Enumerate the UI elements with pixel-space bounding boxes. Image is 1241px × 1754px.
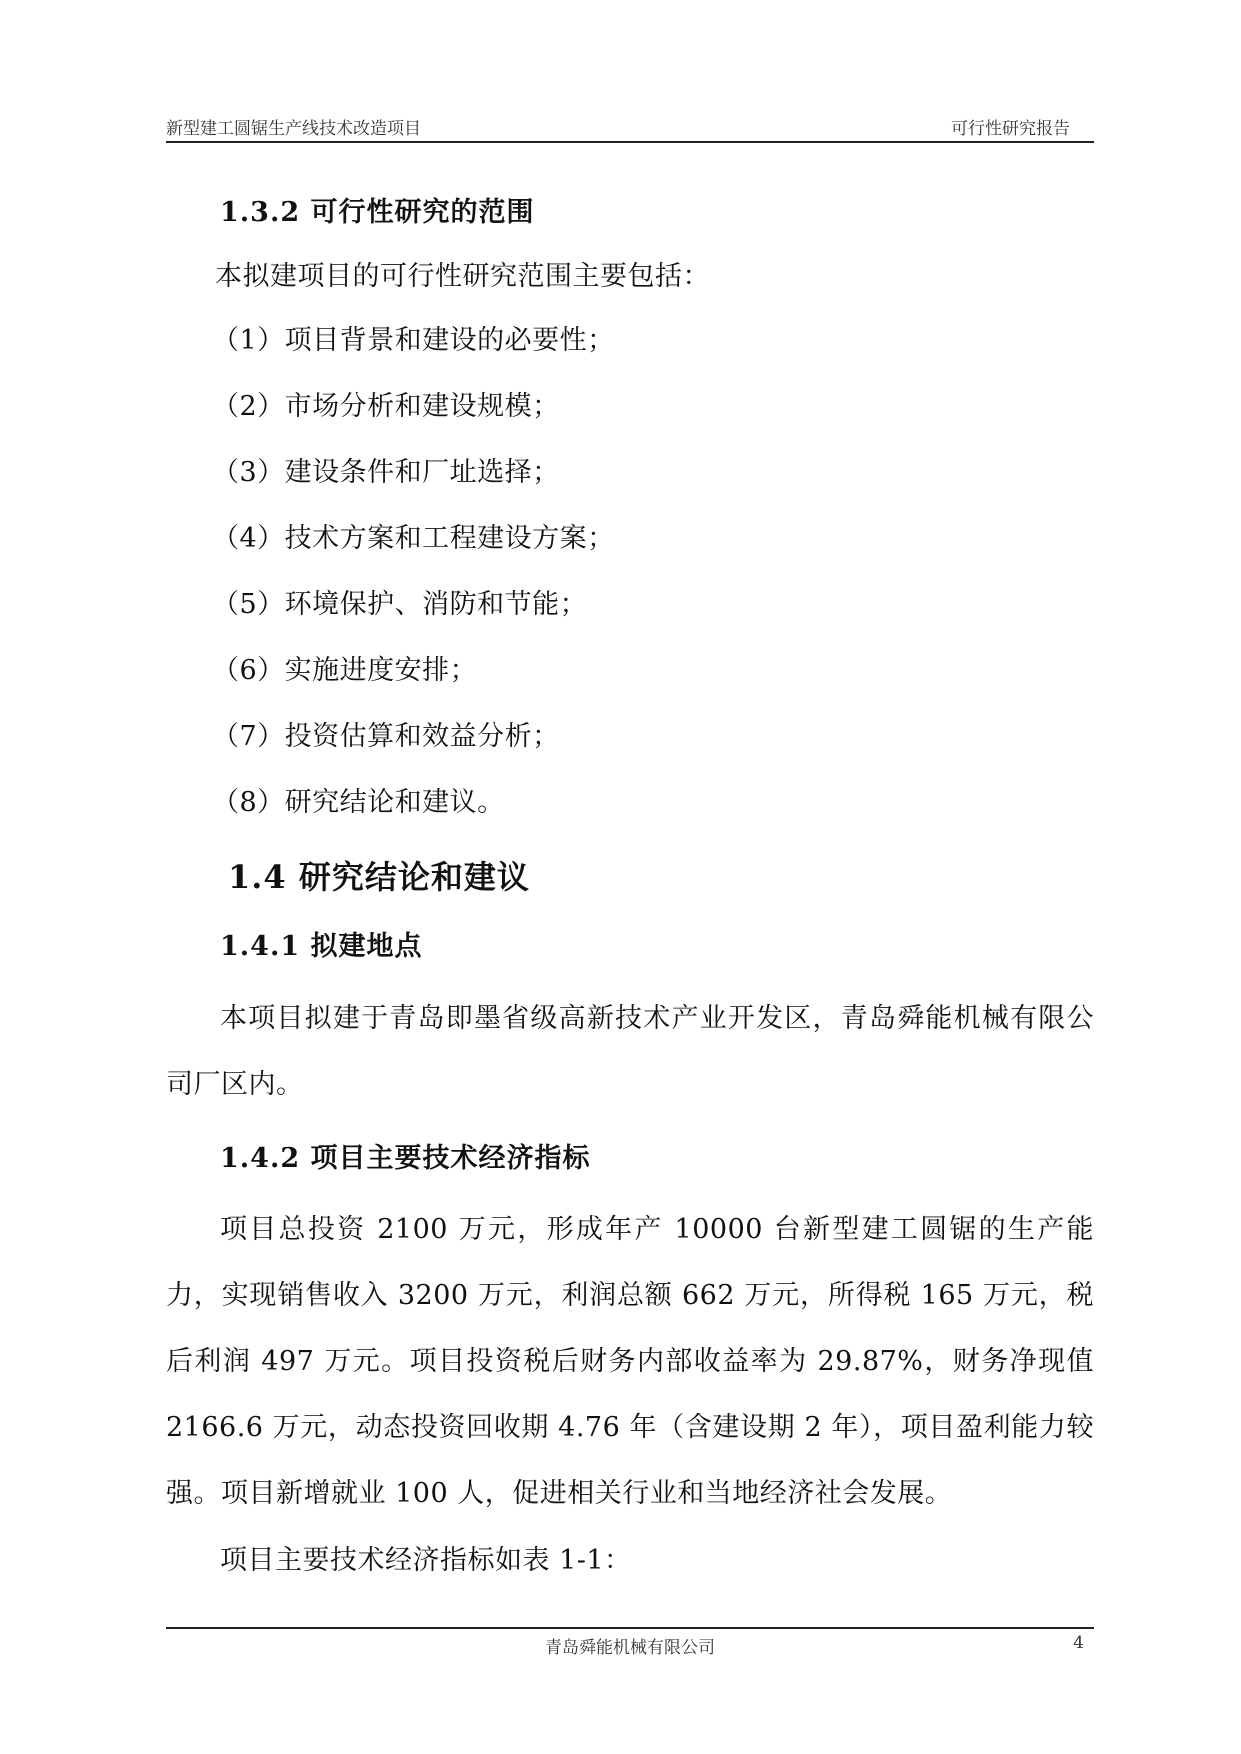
page-number: 4 [1073, 1633, 1084, 1653]
location-paragraph: 本项目拟建于青岛即墨省级高新技术产业开发区，青岛舜能机械有限公司厂区内。 [166, 1003, 1094, 1100]
scope-item: （5）环境保护、消防和节能； [212, 589, 588, 620]
header-project-title: 新型建工圆锯生产线技术改造项目 [166, 119, 421, 139]
scope-item: （1）项目背景和建设的必要性； [212, 325, 615, 356]
scope-item: （8）研究结论和建议。 [212, 787, 505, 818]
scope-item: （4）技术方案和工程建设方案； [212, 523, 615, 554]
header-divider [166, 141, 1094, 143]
footer-divider [166, 1627, 1094, 1629]
indicators-paragraph: 项目总投资 2100 万元，形成年产 10000 台新型建工圆锯的生产能力，实现销售收入 3200 万元，利润总额 662 万元，所得税 165 万元，税后利润 497 万元。项目投资税后财务内部收益率为 29.87%，财务净现值 2166.6 万元，动态投资回收期 4.76 年（含建设期 2 年），项目盈利能力较强。项目新增就业 100 人，促进相关行业和当地经济社会发展。 [166, 1214, 1094, 1509]
scope-item: （2）市场分析和建设规模； [212, 391, 560, 422]
footer-company: 青岛舜能机械有限公司 [545, 1638, 715, 1658]
header-report-type: 可行性研究报告 [951, 119, 1070, 139]
table-reference: 项目主要技术经济指标如表 1-1： [220, 1545, 632, 1576]
scope-item: （6）实施进度安排； [212, 655, 478, 686]
scope-intro: 本拟建项目的可行性研究范围主要包括： [215, 261, 710, 292]
scope-item: （7）投资估算和效益分析； [212, 721, 560, 752]
heading-1-4-1: 1.4.1 拟建地点 [220, 931, 423, 962]
page-header [166, 114, 1094, 142]
heading-1-4-2: 1.4.2 项目主要技术经济指标 [220, 1143, 591, 1174]
heading-1-4: 1.4 研究结论和建议 [228, 858, 530, 896]
heading-1-3-2: 1.3.2 可行性研究的范围 [220, 197, 535, 228]
scope-item: （3）建设条件和厂址选择； [212, 457, 560, 488]
